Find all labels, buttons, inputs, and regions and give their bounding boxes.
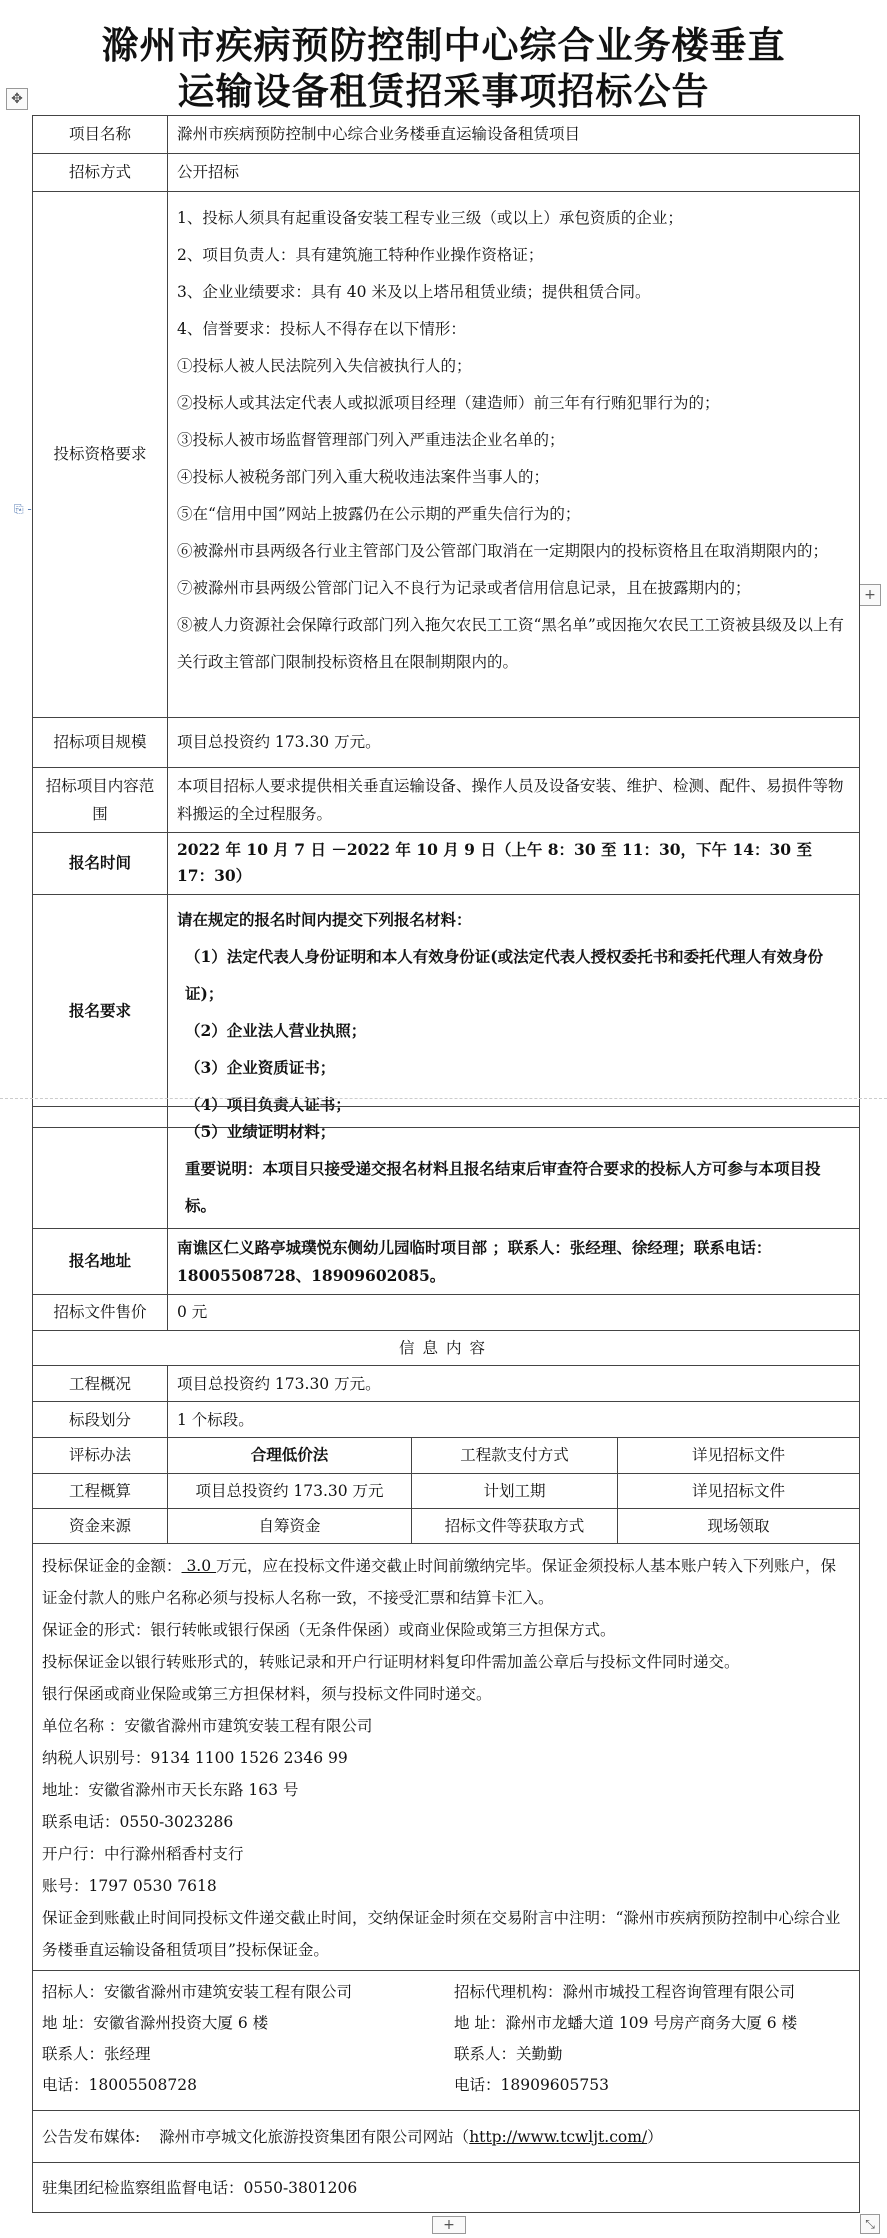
doc-price-value: 0 元 xyxy=(168,1295,860,1331)
qualification-item: ⑤在“信用中国”网站上披露仍在公示期的严重失信行为的； xyxy=(177,505,581,523)
schedule-value: 详见招标文件 xyxy=(618,1473,860,1508)
payment-method-label: 工程款支付方式 xyxy=(412,1438,618,1473)
tenderer-contact: 联系人：张经理 xyxy=(42,2045,151,2064)
deposit-amount-suffix: 万元，应在投标文件递交截止时间前缴纳完毕。保证金须投标人基本账户转入下列账户，保证金付款人的账户名称必须与投标人名称一致，不接受汇票和结算卡汇入。 xyxy=(42,1557,837,1608)
reg-addr-label: 报名地址 xyxy=(33,1229,168,1295)
deposit-account: 账号：1797 0530 7618 xyxy=(42,1877,217,1896)
reg-time-value: 2022 年 10 月 7 日 －2022 年 10 月 9 日（上午 8：30 至 11：30，下午 14：30 至 17：30） xyxy=(168,833,860,895)
reg-req-continued-list xyxy=(168,1107,860,1229)
reg-req-item: （3）企业资质证书； xyxy=(185,1057,336,1077)
qualification-item: ③投标人被市场监督管理部门列入严重违法企业名单的； xyxy=(177,431,565,449)
agent-contact: 联系人：关勤勤 xyxy=(454,2045,563,2064)
parties-section xyxy=(33,1971,860,2111)
reg-addr-value: 南谯区仁义路亭城璞悦东侧幼儿园临时项目部 ；联系人：张经理、徐经理；联系电话：18005508728、18909602085。 xyxy=(168,1229,860,1295)
deposit-guarantee-note: 银行保函或商业保险或第三方担保材料，须与投标文件同时递交。 xyxy=(42,1685,492,1704)
funding-label: 资金来源 xyxy=(33,1509,168,1544)
reg-req-label: 报名要求 xyxy=(33,894,168,1127)
doc-price-label: 招标文件售价 xyxy=(33,1295,168,1331)
qualification-item: 3、企业业绩要求：具有 40 米及以上塔吊租赁业绩；提供租赁合同。 xyxy=(177,283,651,301)
media-close: ） xyxy=(647,2127,663,2146)
qualification-item: 2、项目负责人：具有建筑施工特种作业操作资格证； xyxy=(177,246,544,264)
tenderer-name: 招标人：安徽省滁州市建筑安装工程有限公司 xyxy=(42,1983,353,2002)
qualification-list xyxy=(168,192,860,718)
doc-acquire-value: 现场领取 xyxy=(618,1509,860,1544)
overview-label: 工程概况 xyxy=(33,1366,168,1402)
deposit-bank-note: 投标保证金以银行转账形式的，转账记录和开户行证明材料复印件需加盖公章后与投标文件同时递交。 xyxy=(42,1653,740,1672)
reg-req-item: （1）法定代表人身份证明和本人有效身份证(或法定代表人授权委托书和委托代理人有效身份证)； xyxy=(185,946,824,1003)
page-title-line-1: 滁州市疾病预防控制中心综合业务楼垂直 xyxy=(101,23,786,67)
qualification-item: 1、投标人须具有起重设备安装工程专业三级（或以上）承包资质的企业； xyxy=(177,209,683,227)
scale-value: 项目总投资约 173.30 万元。 xyxy=(168,718,860,768)
qualification-item: ⑥被滁州市县两级各行业主管部门及公管部门取消在一定期限内的投标资格且在取消期限内的； xyxy=(177,542,829,560)
qualification-item: 4、信誉要求：投标人不得存在以下情形： xyxy=(177,320,466,338)
reg-req-item: （5）业绩证明材料； xyxy=(185,1122,336,1141)
page-title-line-2: 运输设备租赁招采事项招标公告 xyxy=(177,69,710,113)
deposit-address: 地址：安徽省滁州市天长东路 163 号 xyxy=(42,1781,299,1800)
page-break xyxy=(0,1098,887,1099)
reg-req-item: （2）企业法人营业执照； xyxy=(185,1020,367,1040)
qualification-item: ④投标人被税务部门列入重大税收违法案件当事人的； xyxy=(177,468,550,486)
announcement-table-page-2 xyxy=(32,1106,860,1331)
deposit-tax-id: 纳税人识别号：9134 1100 1526 2346 99 xyxy=(42,1749,348,1768)
estimate-label: 工程概算 xyxy=(33,1473,168,1508)
tenderer-address: 地 址：安徽省滁州投资大厦 6 楼 xyxy=(42,2014,269,2033)
project-name-value: 滁州市疾病预防控制中心综合业务楼垂直运输设备租赁项目 xyxy=(168,116,860,154)
overview-value: 项目总投资约 173.30 万元。 xyxy=(168,1366,860,1402)
reg-req-intro: 请在规定的报名时间内提交下列报名材料： xyxy=(177,909,472,929)
reg-req-list xyxy=(168,894,860,1127)
reg-req-continued-label xyxy=(33,1107,168,1229)
scope-value: 本项目招标人要求提供相关垂直运输设备、操作人员及设备安装、维护、检测、配件、易损件等物料搬运的全过程服务。 xyxy=(168,768,860,833)
deposit-section xyxy=(33,1544,860,1971)
supervision-row: 驻集团纪检监察组监督电话：0550-3801206 xyxy=(33,2163,860,2213)
agent-block xyxy=(446,1977,850,2101)
reg-time-label: 报名时间 xyxy=(33,833,168,895)
estimate-value: 项目总投资约 173.30 万元 xyxy=(168,1473,412,1508)
media-url-link[interactable]: http://www.tcwljt.com/ xyxy=(469,2127,648,2146)
qualification-item: ①投标人被人民法院列入失信被执行人的； xyxy=(177,357,472,375)
move-icon[interactable]: ✥ xyxy=(6,88,28,110)
plus-icon[interactable]: + xyxy=(432,2216,466,2234)
qualification-item: ⑧被人力资源社会保障行政部门列入拖欠农民工工资“黑名单”或因拖欠农民工工资被县级及以上有关行政主管部门限制投标资格且在限制期限内的。 xyxy=(177,616,844,671)
media-row xyxy=(33,2111,860,2163)
qualification-label: 投标资格要求 xyxy=(33,192,168,718)
sections-value: 1 个标段。 xyxy=(168,1402,860,1438)
deposit-form: 保证金的形式：银行转帐或银行保函（无条件保函）或商业保险或第三方担保方式。 xyxy=(42,1621,616,1640)
reg-req-important-note: 重要说明：本项目只接受递交报名材料且报名结束后审查符合要求的投标人方可参与本项目投标。 xyxy=(185,1159,821,1215)
doc-acquire-label: 招标文件等获取方式 xyxy=(412,1509,618,1544)
deposit-unit: 单位名称 ：安徽省滁州市建筑安装工程有限公司 xyxy=(42,1717,373,1736)
deposit-amount: 3.0 xyxy=(181,1557,217,1576)
agent-phone: 电话：18909605753 xyxy=(454,2076,609,2095)
payment-method-value: 详见招标文件 xyxy=(618,1438,860,1473)
project-name-label: 项目名称 xyxy=(33,116,168,154)
deposit-phone: 联系电话：0550-3023286 xyxy=(42,1813,234,1832)
deposit-amount-prefix: 投标保证金的金额： xyxy=(42,1557,182,1576)
deposit-remark: 保证金到账截止时间同投标文件递交截止时间，交纳保证金时须在交易附言中注明：“滁州市疾病预防控制中心综合业务楼垂直运输设备租赁项目”投标保证金。 xyxy=(42,1909,841,1960)
tenderer-block xyxy=(42,1977,446,2101)
qualification-item: ②投标人或其法定代表人或拟派项目经理（建造师）前三年有行贿犯罪行为的； xyxy=(177,394,720,412)
agent-address: 地 址：滁州市龙蟠大道 109 号房产商务大厦 6 楼 xyxy=(454,2014,798,2033)
media-value: 滁州市亭城文化旅游投资集团有限公司网站（ xyxy=(159,2127,470,2146)
scale-label: 招标项目规模 xyxy=(33,718,168,768)
eval-method-label: 评标办法 xyxy=(33,1438,168,1473)
deposit-amount-paragraph xyxy=(42,1550,850,1614)
resize-icon[interactable]: ⤡ xyxy=(860,2214,880,2234)
scope-label: 招标项目内容范围 xyxy=(33,768,168,833)
schedule-label: 计划工期 xyxy=(412,1473,618,1508)
tenderer-phone: 电话：18005508728 xyxy=(42,2076,197,2095)
bid-method-label: 招标方式 xyxy=(33,154,168,192)
eval-method-value: 合理低价法 xyxy=(168,1438,412,1473)
bid-method-value: 公开招标 xyxy=(168,154,860,192)
reg-req-item: （4）项目负责人证书； xyxy=(185,1094,351,1114)
announcement-table-page-1 xyxy=(32,115,860,1128)
info-heading: 信息内容 xyxy=(33,1331,860,1366)
media-label: 公告发布媒体: xyxy=(42,2127,141,2146)
anchor-icon: ⎘ - xyxy=(14,502,32,516)
plus-icon[interactable]: + xyxy=(859,584,881,606)
info-table xyxy=(32,1330,860,2213)
deposit-bank: 开户行：中行滁州稻香村支行 xyxy=(42,1845,244,1864)
qualification-item: ⑦被滁州市县两级公管部门记入不良行为记录或者信用信息记录，且在披露期内的； xyxy=(177,579,751,597)
sections-label: 标段划分 xyxy=(33,1402,168,1438)
agent-name: 招标代理机构：滁州市城投工程咨询管理有限公司 xyxy=(454,1983,796,2002)
funding-value: 自筹资金 xyxy=(168,1509,412,1544)
